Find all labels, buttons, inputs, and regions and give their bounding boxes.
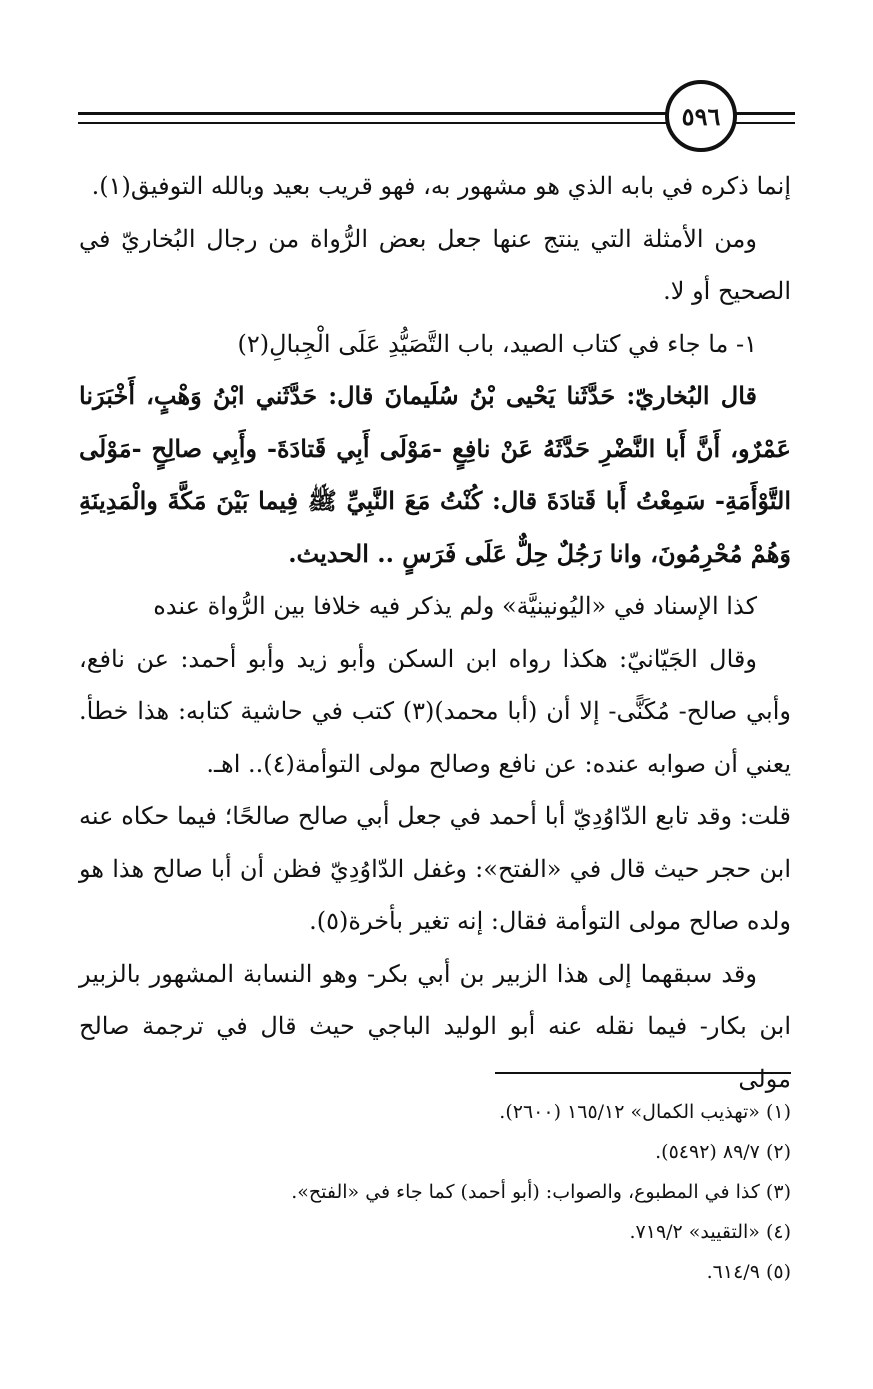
paragraph: وقال الجَيّانيّ: هكذا رواه ابن السكن وأبو زيد وأبو أحمد: عن نافع، وأبي صالح- مُكَنًّى- إلا أن (أبا محمد)(٣) كتب في حاشية كتابه: هذا خطأ. يعني أن صوابه عنده: عن نافع وصالح مولى التوأمة(٤).. اهـ. <box>79 644 791 778</box>
footnotes <box>79 1092 791 1292</box>
header-rule <box>735 122 795 124</box>
footnote: (٥) ٦١٤/٩. <box>706 1261 791 1283</box>
footnote: (٢) ٨٩/٧ (٥٤٩٢). <box>655 1141 791 1163</box>
hadith-text: قال البُخاريّ: حَدَّثَنا يَحْيى بْنُ سُلَيمانَ قال: حَدَّثَني ابْنُ وَهْبٍ، أَخْبَرَنا عَمْرٌو، أَنَّ أَبا النَّضْرِ حَدَّثَهُ عَنْ نافِعٍ -مَوْلَى أَبِي قَتادَةَ- وأَبِي صالِحٍ -مَوْلَى التَّوْأَمَةِ- سَمِعْتُ أَبا قَتادَةَ قال: كُنْتُ مَعَ النَّبِيِّ ﷺ فِيما بَيْنَ مَكَّةَ والْمَدِينَةِ وَهُمْ مُحْرِمُونَ، وانا رَجُلٌ حِلٌّ عَلَى فَرَسٍ .. الحديث. <box>79 381 791 568</box>
paragraph: ومن الأمثلة التي ينتج عنها جعل بعض الرُّواة من رجال البُخاريّ في الصحيح أو لا. <box>79 224 791 305</box>
page-header <box>0 70 873 170</box>
header-rule <box>78 122 668 124</box>
main-text <box>79 160 791 1105</box>
footnote: (٤) «التقييد» ٧١٩/٢. <box>629 1221 791 1243</box>
paragraph: إنما ذكره في بابه الذي هو مشهور به، فهو قريب بعيد وبالله التوفيق(١). <box>91 172 791 200</box>
paragraph: كذا الإسناد في «اليُونينيَّة» ولم يذكر فيه خلافا بين الرُّواة عنده <box>153 592 757 620</box>
paragraph: وقد سبقهما إلى هذا الزبير بن أبي بكر- وهو النسابة المشهور بالزبير ابن بكار- فيما نقله عنه أبو الوليد الباجي حيث قال في ترجمة صالح مولى <box>79 959 791 1093</box>
header-rule <box>78 112 668 115</box>
page-number: ٥٩٦ <box>665 80 737 152</box>
paragraph: ١- ما جاء في كتاب الصيد، باب التَّصَيُّدِ عَلَى الْجِبالِ(٢) <box>237 329 757 358</box>
header-rule <box>735 112 795 115</box>
footnote-separator <box>495 1072 791 1074</box>
paragraph: قلت: وقد تابع الدّاوُدِيّ أبا أحمد في جعل أبي صالح صالحًا؛ فيما حكاه عنه ابن حجر حيث قال في «الفتح»: وغفل الدّاوُدِيّ فظن أن أبا صالح هذا هو ولده صالح مولى التوأمة فقال: إنه تغير بأخرة(٥). <box>79 802 791 935</box>
footnote: (٣) كذا في المطبوع، والصواب: (أبو أحمد) كما جاء في «الفتح». <box>291 1181 791 1203</box>
footnote: (١) «تهذيب الكمال» ١٦٥/١٢ (٢٦٠٠). <box>499 1101 791 1123</box>
